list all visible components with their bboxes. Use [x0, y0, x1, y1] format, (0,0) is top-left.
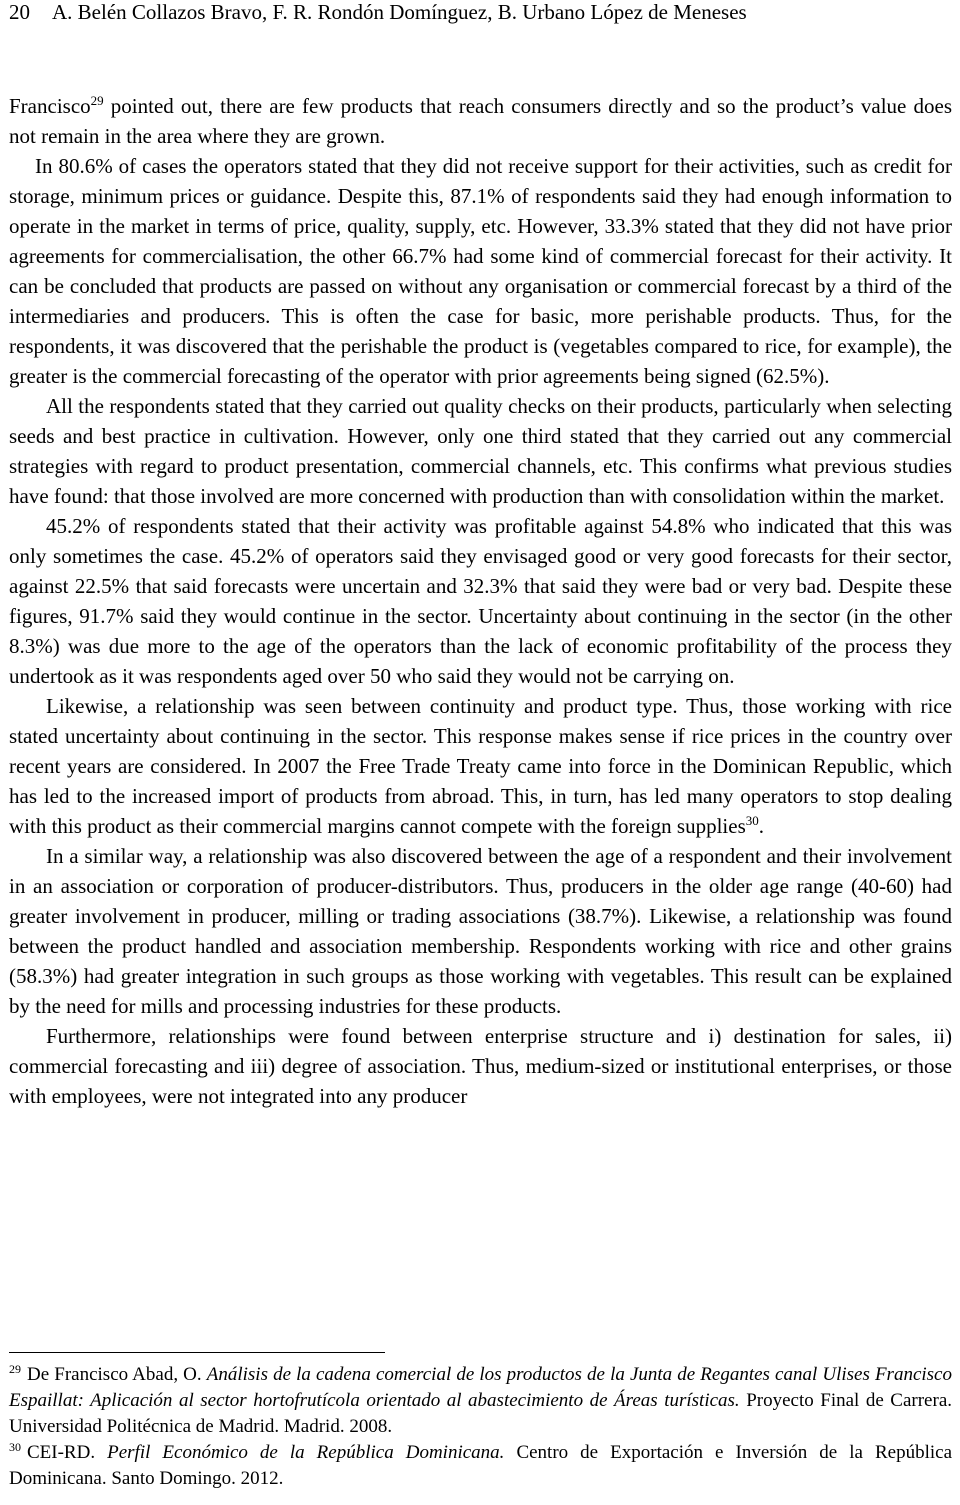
- body-text: [9, 91, 952, 1111]
- footnote-author: De Francisco Abad, O.: [27, 1364, 207, 1385]
- footnote-source: Centro de Exportación e Inversión de la República Dominicana. Santo Domingo. 2012.: [9, 1442, 953, 1489]
- page-number: 20: [9, 0, 30, 24]
- footnote-ref-29[interactable]: 29: [90, 93, 104, 108]
- paragraph: All the respondents stated that they carried out quality checks on their products, particularly when selecting seeds and best practice in cultivation. However, only one third stated that they carried out any commercial strategies with regard to product presentation, commercial channels, etc. This confirms what previous studies have found: that those involved are more concerned with production than with consolidation within the market.: [9, 394, 952, 508]
- footnote-30: [9, 1440, 952, 1492]
- footnote-title: Perfil Económico de la República Dominicana.: [107, 1442, 505, 1463]
- paragraph: Furthermore, relationships were found between enterprise structure and i) destination for sales, ii) commercial forecasting and iii) degree of association. Thus, medium-sized or institutional enterprises, or those with employees, were not integrated into any producer: [9, 1024, 952, 1108]
- footnotes: [9, 1362, 952, 1492]
- footnote-number: 29: [9, 1362, 21, 1376]
- footnote-author: CEI-RD.: [27, 1442, 108, 1463]
- footnote-title: Análisis de la cadena comercial de los productos de la Junta de Regantes canal Ulises Francisco Espaillat: Aplicación al sector hortofrutícola orientado al abastecimiento de Áreas turísticas.: [9, 1364, 952, 1411]
- header-authors: A. Belén Collazos Bravo, F. R. Rondón Domínguez, B. Urbano López de Meneses: [52, 0, 747, 24]
- paragraph: 45.2% of respondents stated that their activity was profitable against 54.8% who indicated that this was only sometimes the case. 45.2% of operators said they envisaged good or very good forecasts for their sector, against 22.5% that said forecasts were uncertain and 32.3% that said they were bad or very bad. Despite these figures, 91.7% said they would continue in the sector. Uncertainty about continuing in the sector (in the other 8.3%) was due more to the age of the operators than the lack of economic profitability of the process they undertook as it was respondents aged over 50 who said they would not be carrying on.: [9, 514, 952, 688]
- paragraph: In a similar way, a relationship was also discovered between the age of a respondent and their involvement in an association or corporation of producer-distributors. Thus, producers in the older age range (40-60) had greater involvement in producer, milling or trading associations (38.7%). Likewise, a relationship was found between the product handled and association membership. Respondents working with rice and other grains (58.3%) had greater integration in such groups as those working with vegetables. This result can be explained by the need for mills and processing industries for these products.: [9, 844, 952, 1018]
- paragraph: In 80.6% of cases the operators stated that they did not receive support for their activities, such as credit for storage, minimum prices or guidance. Despite this, 87.1% of respondents said they had enough information to operate in the market in terms of price, quality, supply, etc. However, 33.3% stated that they did not have prior agreements for commercialisation, the other 66.7% had some kind of commercial forecast for their activity. It can be concluded that products are passed on without any organisation or commercial forecast by a third of the intermediaries and producers. This is often the case for basic, more perishable products. Thus, for the respondents, it was discovered that the perishable the product is (vegetables compared to rice, for example), the greater is the commercial forecasting of the operator with prior agreements being signed (62.5%).: [9, 154, 952, 388]
- running-header: [9, 0, 747, 24]
- footnote-ref-30[interactable]: 30: [745, 813, 759, 828]
- footnote-number: 30: [9, 1440, 21, 1454]
- paragraph: Francisco$^{29}$ pointed out, there are few products that reach consumers directly and so the product’s value does not remain in the area where they are grown.: [9, 93, 952, 148]
- footnote-source: Proyecto Final de Carrera. Universidad Politécnica de Madrid. Madrid. 2008.: [9, 1390, 953, 1437]
- footnote-29: [9, 1362, 952, 1440]
- paragraph: Likewise, a relationship was seen between continuity and product type. Thus, those working with rice stated uncertainty about continuing in the sector. This response makes sense if rice prices in the country over recent years are considered. In 2007 the Free Trade Treaty came into force in the Dominican Republic, which has led to the increased import of products from abroad. This, in turn, has led many operators to stop dealing with this product as their commercial margins cannot compete with the foreign supplies$^{30}$.: [9, 694, 952, 838]
- footnote-separator: [9, 1352, 385, 1353]
